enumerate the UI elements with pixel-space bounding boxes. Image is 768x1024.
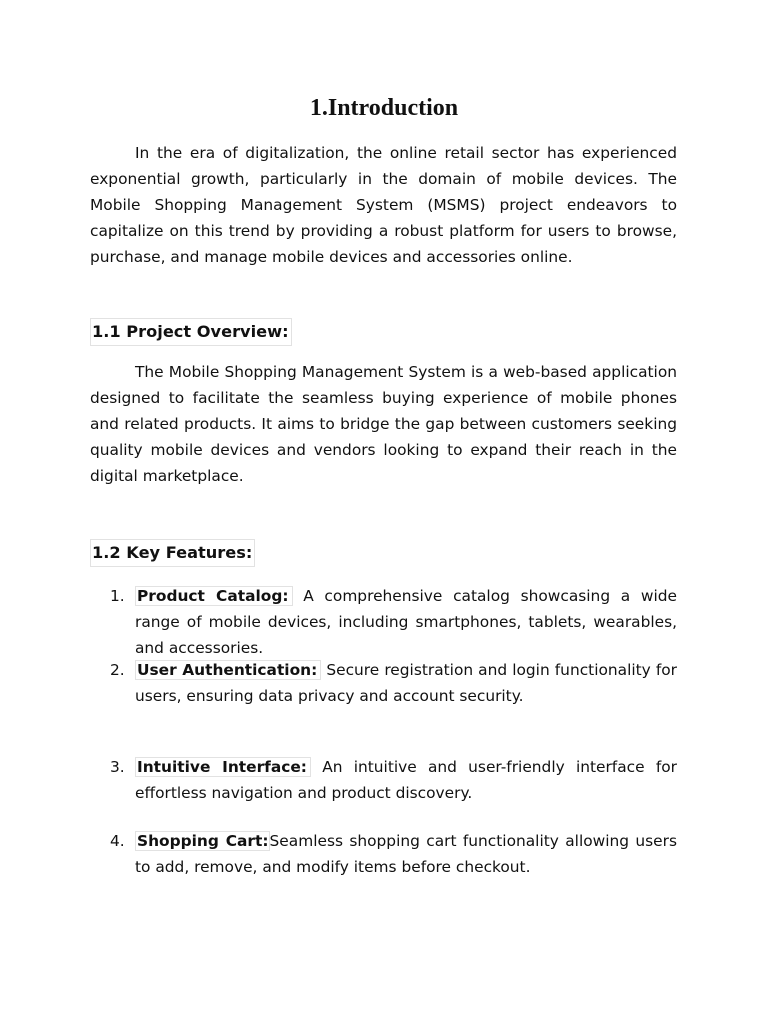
list-number: 1. (110, 587, 125, 605)
list-item (90, 828, 677, 880)
list-number: 2. (110, 661, 125, 679)
section-heading-key-features: 1.2 Key Features: (90, 539, 255, 567)
project-overview-paragraph: The Mobile Shopping Management System is a web-based application designed to facilitate the seamless buying experience of mobile phones and related products. It aims to bridge the gap between customers seeking quality mobile devices and vendors looking to expand their reach in the digital marketplace. (90, 363, 677, 485)
section-heading-project-overview: 1.1 Project Overview: (90, 318, 292, 346)
intro-paragraph: In the era of digitalization, the online retail sector has experienced exponential growth, particularly in the domain of mobile devices. The Mobile Shopping Management System (MSMS) project endeavors to capitalize on this trend by providing a robust platform for users to browse, purchase, and manage mobile devices and accessories online. (90, 144, 677, 266)
feature-term: User Authentication: (135, 660, 321, 680)
feature-description: An intuitive and user-friendly interface for effortless navigation and product discovery. (135, 758, 677, 802)
list-item-text (135, 828, 677, 880)
feature-term: Product Catalog: (135, 586, 293, 606)
list-item (90, 754, 677, 806)
feature-term: Shopping Cart: (137, 832, 269, 850)
list-number: 4. (110, 832, 125, 850)
feature-description: A comprehensive catalog showcasing a wide range of mobile devices, including smartphones, tablets, wearables, and accessories. (135, 587, 678, 657)
list-item (90, 583, 677, 661)
list-item-text (135, 657, 677, 709)
list-item (90, 657, 677, 709)
feature-term: Intuitive Interface: (135, 757, 311, 777)
feature-description: Seamless shopping cart functionality allowing users to add, remove, and modify items before checkout. (135, 832, 677, 876)
list-item-text (135, 583, 677, 661)
list-number: 3. (110, 758, 125, 776)
page-title: 1.Introduction (309, 95, 459, 121)
feature-description: Secure registration and login functionality for users, ensuring data privacy and account security. (135, 661, 677, 705)
list-item-text (135, 754, 677, 806)
